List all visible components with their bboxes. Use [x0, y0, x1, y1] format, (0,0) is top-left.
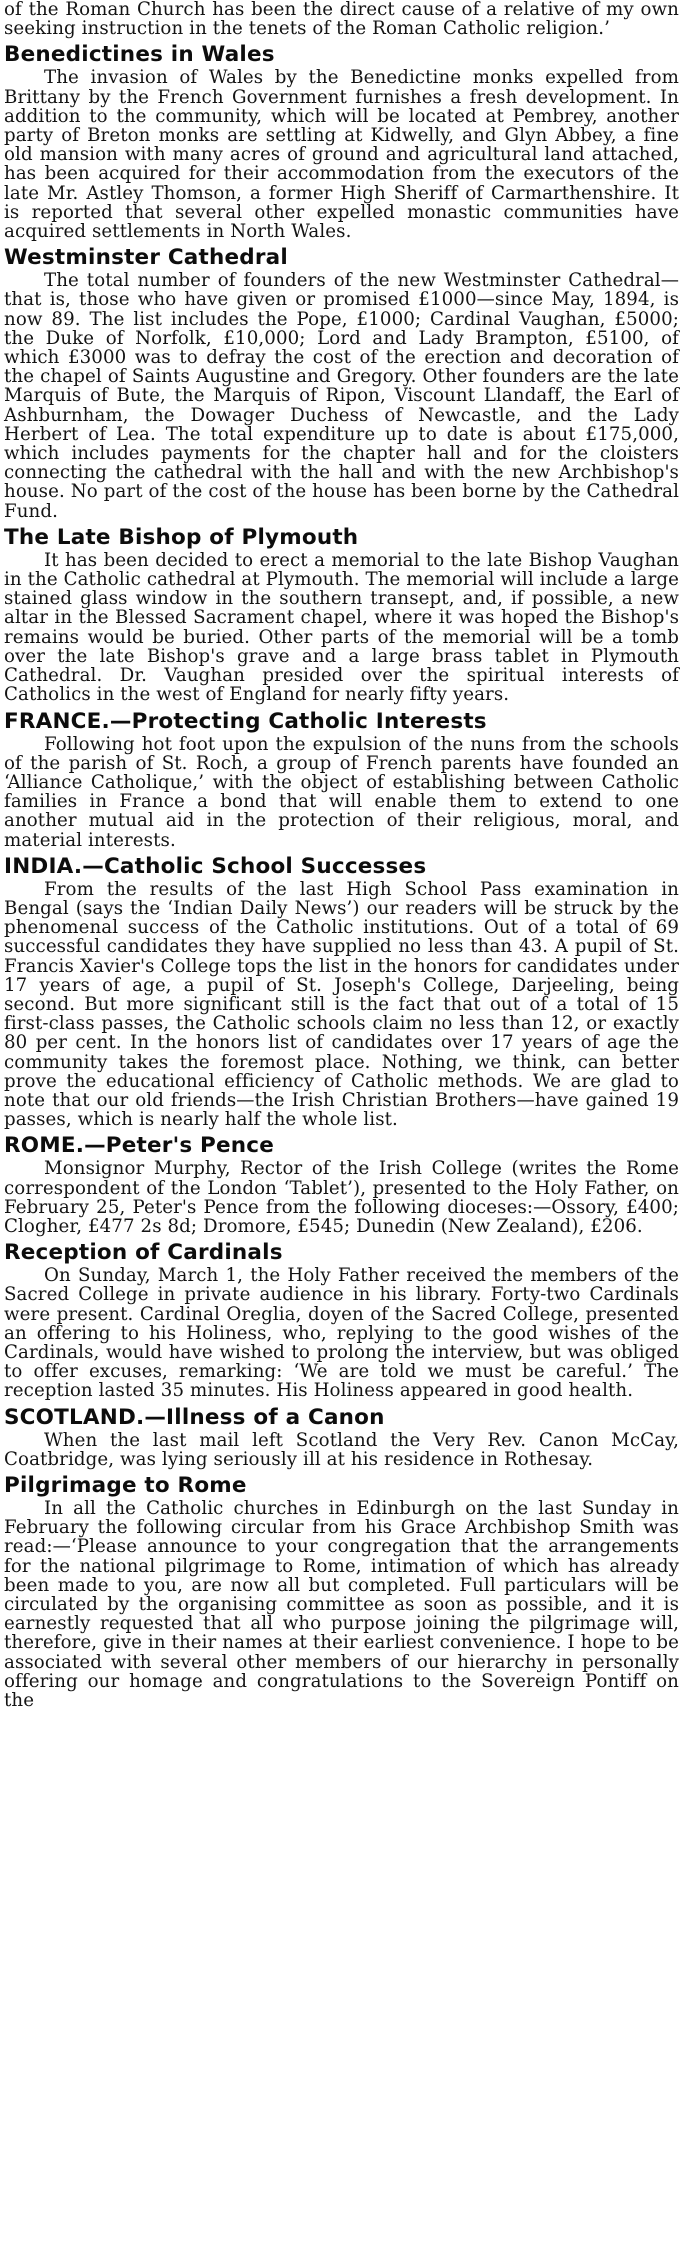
article-heading: The Late Bishop of Plymouth	[4, 524, 359, 550]
article-late-bishop-of-plymouth	[4, 526, 679, 705]
intro-paragraph: of the Roman Church has been the direct cause of a relative of my own seeking instruction in the tenets of the Roman Catholic religion.’	[4, 0, 679, 40]
article-pilgrimage-to-rome	[4, 1474, 679, 1710]
article-body: The invasion of Wales by the Benedictine monks expelled from Brittany by the French Government furnishes a fresh development. In addition to the community, which will be located at Pembrey, another party of Breton monks are settling at Kidwelly, and Glyn Abbey, a fine old mansion with many acres of ground and agricultural land attached, has been acquired for their accommodation from the executors of the late Mr. Astley Thomson, a former High Sheriff of Carmarthenshire. It is reported that several other expelled monastic communities have acquired settlements in North Wales.	[4, 67, 679, 243]
article-body: Following hot foot upon the expulsion of the nuns from the schools of the parish of St. Roch, a group of French parents have founded an ‘Alliance Catholique,’ with the object of establishing between Catholic families in France a bond that will enable them to extend to one another mutual aid in the protection of their religious, moral, and material interests.	[4, 733, 679, 851]
article-reception-of-cardinals	[4, 1241, 679, 1400]
article-heading: Westminster Cathedral	[4, 245, 288, 271]
article-heading: Benedictines in Wales	[4, 42, 275, 68]
article-body: It has been decided to erect a memorial to the late Bishop Vaughan in the Catholic cathedral at Plymouth. The memorial will include a large stained glass window in the southern transept, and, if possible, a new altar in the Blessed Sacrament chapel, where it was hoped the Bishop's remains would be buried. Other parts of the memorial will be a tomb over the late Bishop's grave and a large brass tablet in Plymouth Cathedral. Dr. Vaughan presided over the spiritual interests of Catholics in the west of England for nearly fifty years.	[4, 549, 679, 706]
article-heading: Pilgrimage to Rome	[4, 1473, 247, 1498]
article-rome-peters-pence	[4, 1134, 679, 1236]
article-body: When the last mail left Scotland the Very Rev. Canon McCay, Coatbridge, was lying seriously ill at his residence in Rothesay.	[4, 1429, 679, 1470]
article-france-protecting-catholic-interests	[4, 710, 679, 850]
article-scotland-illness-of-a-canon	[4, 1406, 679, 1469]
article-body: From the results of the last High School Pass examination in Bengal (says the ‘Indian Daily News’) our readers will be struck by the phenomenal success of the Catholic institutions. Out of a total of 69 successful candidates they have supplied no less than 43. A pupil of St. Francis Xavier's College tops the list in the honors for candidates under 17 years of age, a pupil of St. Joseph's College, Darjeeling, being second. But more significant still is the fact that out of a total of 15 first-class passes, the Catholic schools claim no less than 12, or exactly 80 per cent. In the honors list of candidates over 17 years of age the community takes the foremost place. Nothing, we think, can better prove the educational efficiency of Catholic methods. We are glad to note that our old friends—the Irish Christian Brothers—have gained 19 passes, which is nearly half the whole list.	[4, 878, 679, 1131]
article-westminster-cathedral	[4, 246, 679, 521]
article-body: The total number of founders of the new Westminster Cathedral—that is, those who have given or promised £1000—since May, 1894, is now 89. The list includes the Pope, £1000; Cardinal Vaughan, £5000; the Duke of Norfolk, £10,000; Lord and Lady Brampton, £5100, of which £3000 was to defray the cost of the erection and decoration of the chapel of Saints Augustine and Gregory. Other founders are the late Marquis of Bute, the Marquis of Ripon, Viscount Llandaff, the Earl of Ashburnham, the Dowager Duchess of Newcastle, and the Lady Herbert of Lea. The total expenditure up to date is about £175,000, which includes payments for the chapter hall and for the cloisters connecting the cathedral with the hall and with the new Archbishop's house. No part of the cost of the house has been borne by the Cathedral Fund.	[4, 270, 679, 522]
article-body: In all the Catholic churches in Edinburgh on the last Sunday in February the following circular from his Grace Archbishop Smith was read:—‘Please announce to your congregation that the arrangements for the national pilgrimage to Rome, intimation of which has already been made to you, are now all but completed. Full particulars will be circulated by the organising committee as soon as possible, and it is earnestly requested that all who purpose joining the pilgrimage will, therefore, give in their names at their earliest convenience. I hope to be associated with several other members of our hierarchy in personally offering our homage and congratulations to the Sovereign Pontiff on the	[4, 1498, 679, 1712]
article-heading: Reception of Cardinals	[4, 1240, 283, 1266]
article-heading: FRANCE.—Protecting Catholic Interests	[4, 708, 487, 734]
article-heading: INDIA.—Catholic School Successes	[4, 853, 427, 879]
article-benedictines-in-wales	[4, 43, 679, 241]
article-heading: SCOTLAND.—Illness of a Canon	[4, 1404, 385, 1430]
article-heading: ROME.—Peter's Pence	[4, 1133, 275, 1159]
article-body: Monsignor Murphy, Rector of the Irish College (writes the Rome correspondent of the London ‘Tablet’), presented to the Holy Father, on February 25, Peter's Pence from the following dioceses:—Ossory, £400; Clogher, £477 2s 8d; Dromore, £545; Dunedin (New Zealand), £206.	[4, 1158, 679, 1237]
article-india-catholic-school-successes	[4, 855, 679, 1130]
article-body: On Sunday, March 1, the Holy Father received the members of the Sacred College in private audience in his library. Forty-two Cardinals were present. Cardinal Oreglia, doyen of the Sacred College, presented an offering to his Holiness, who, replying to the good wishes of the Cardinals, would have wished to prolong the interview, but was obliged to offer excuses, remarking: ‘We are told we must be careful.’ The reception lasted 35 minutes. His Holiness appeared in good health.	[4, 1265, 679, 1402]
